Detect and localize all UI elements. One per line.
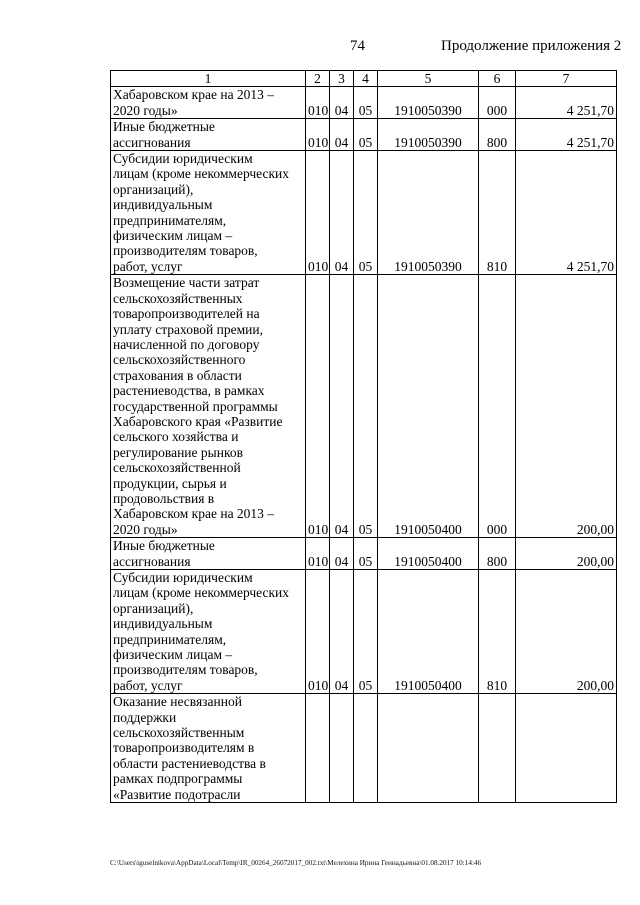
description-line: сельскохозяйственной	[113, 460, 241, 476]
code-subsection-cell: 05	[354, 151, 378, 275]
description-line: 2020 годы»	[113, 521, 178, 537]
description-line: сельского хозяйства и	[113, 429, 239, 445]
description-line: физическим лицам –	[113, 647, 233, 663]
row-description	[111, 694, 306, 803]
description-line: работ, услуг	[113, 258, 183, 274]
code-admin-cell: 010	[306, 87, 330, 119]
description-line: ассигнования	[113, 553, 191, 569]
code-subsection-cell: 05	[354, 119, 378, 151]
table-row	[111, 570, 617, 694]
description-line: регулирование рынков	[113, 444, 243, 460]
amount-cell: 4 251,70	[516, 119, 617, 151]
description-line: Иные бюджетные	[113, 119, 215, 135]
description-line: Иные бюджетные	[113, 538, 215, 554]
code-target-article-cell	[378, 694, 479, 803]
description-line: Субсидии юридическим	[113, 151, 253, 167]
code-expense-type-cell: 810	[479, 570, 516, 694]
code-section-cell: 04	[330, 275, 354, 538]
code-admin-cell: 010	[306, 570, 330, 694]
code-expense-type-cell: 800	[479, 119, 516, 151]
description-line: «Развитие подотрасли	[113, 786, 241, 802]
column-number: 2	[306, 71, 330, 87]
code-section-cell	[330, 694, 354, 803]
description-line: 2020 годы»	[113, 102, 178, 118]
description-line: индивидуальным	[113, 616, 213, 632]
amount-cell: 200,00	[516, 275, 617, 538]
description-line: продовольствия в	[113, 490, 215, 506]
description-line: Хабаровского края «Развитие	[113, 413, 283, 429]
budget-table	[110, 70, 617, 803]
code-subsection-cell: 05	[354, 87, 378, 119]
code-section-cell: 04	[330, 538, 354, 570]
row-description	[111, 538, 306, 570]
column-number: 6	[479, 71, 516, 87]
amount-cell: 200,00	[516, 538, 617, 570]
table-row	[111, 119, 617, 151]
code-subsection-cell: 05	[354, 538, 378, 570]
description-line: индивидуальным	[113, 197, 213, 213]
amount-cell: 4 251,70	[516, 87, 617, 119]
description-line: лицам (кроме некоммерческих	[113, 166, 290, 182]
amount-cell: 200,00	[516, 570, 617, 694]
continuation-label: Продолжение приложения 2	[441, 38, 622, 54]
table-row	[111, 87, 617, 119]
code-section-cell: 04	[330, 570, 354, 694]
description-line: поддержки	[113, 709, 177, 725]
description-line: уплату страховой премии,	[113, 321, 263, 337]
description-line: организаций),	[113, 181, 194, 197]
description-line: государственной программы	[113, 398, 278, 414]
code-target-article-cell: 1910050400	[378, 538, 479, 570]
amount-cell	[516, 694, 617, 803]
code-target-article-cell: 1910050400	[378, 570, 479, 694]
code-target-article-cell: 1910050390	[378, 119, 479, 151]
description-line: растениеводства, в рамках	[113, 383, 265, 399]
code-admin-cell: 010	[306, 275, 330, 538]
column-number: 7	[516, 71, 617, 87]
description-line: сельскохозяйственным	[113, 725, 245, 741]
description-line: лицам (кроме некоммерческих	[113, 585, 290, 601]
description-line: ассигнования	[113, 134, 191, 150]
code-section-cell: 04	[330, 151, 354, 275]
page-number: 74	[350, 38, 365, 54]
description-line: производителям товаров,	[113, 662, 258, 678]
row-description	[111, 151, 306, 275]
description-line: сельскохозяйственного	[113, 352, 246, 368]
code-target-article-cell: 1910050390	[378, 151, 479, 275]
amount-cell: 4 251,70	[516, 151, 617, 275]
code-admin-cell: 010	[306, 119, 330, 151]
description-line: начисленной по договору	[113, 336, 260, 352]
description-line: товаропроизводителей на	[113, 306, 260, 322]
code-subsection-cell	[354, 694, 378, 803]
table-row	[111, 694, 617, 803]
table-row	[111, 538, 617, 570]
table-row	[111, 151, 617, 275]
code-section-cell: 04	[330, 119, 354, 151]
code-expense-type-cell	[479, 694, 516, 803]
description-line: предпринимателям,	[113, 631, 227, 647]
column-number-row	[111, 71, 617, 87]
description-line: продукции, сырья и	[113, 475, 227, 491]
code-target-article-cell: 1910050390	[378, 87, 479, 119]
description-line: Оказание несвязанной	[113, 694, 242, 710]
code-expense-type-cell: 000	[479, 275, 516, 538]
code-section-cell: 04	[330, 87, 354, 119]
row-description	[111, 570, 306, 694]
code-admin-cell: 010	[306, 151, 330, 275]
code-admin-cell	[306, 694, 330, 803]
description-line: сельскохозяйственных	[113, 290, 243, 306]
table-body	[111, 87, 617, 803]
file-path-footer: C:\Users\iguselnikova\AppData\Local\Temp\IR_00264_26072017_002.txt\Мелехина Ирина Геннадьевна\01.08.2017 10:14:46	[110, 859, 482, 867]
description-line: товаропроизводителям в	[113, 740, 255, 756]
description-line: физическим лицам –	[113, 228, 233, 244]
description-line: работ, услуг	[113, 677, 183, 693]
row-description	[111, 119, 306, 151]
description-line: Субсидии юридическим	[113, 570, 253, 585]
description-line: предпринимателям,	[113, 212, 227, 228]
description-line: Хабаровском крае на 2013 –	[113, 87, 275, 103]
row-description	[111, 87, 306, 119]
code-expense-type-cell: 800	[479, 538, 516, 570]
description-line: области растениеводства в	[113, 755, 266, 771]
code-expense-type-cell: 000	[479, 87, 516, 119]
description-line: Хабаровском крае на 2013 –	[113, 506, 275, 522]
code-subsection-cell: 05	[354, 275, 378, 538]
code-target-article-cell: 1910050400	[378, 275, 479, 538]
column-number: 1	[111, 71, 306, 87]
code-admin-cell: 010	[306, 538, 330, 570]
description-line: Возмещение части затрат	[113, 275, 260, 291]
description-line: производителям товаров,	[113, 243, 258, 259]
code-expense-type-cell: 810	[479, 151, 516, 275]
description-line: рамках подпрограммы	[113, 771, 243, 787]
description-line: страхования в области	[113, 367, 242, 383]
code-subsection-cell: 05	[354, 570, 378, 694]
column-number: 5	[378, 71, 479, 87]
description-line: организаций),	[113, 600, 194, 616]
column-number: 3	[330, 71, 354, 87]
table-row	[111, 275, 617, 538]
column-number: 4	[354, 71, 378, 87]
row-description	[111, 275, 306, 538]
